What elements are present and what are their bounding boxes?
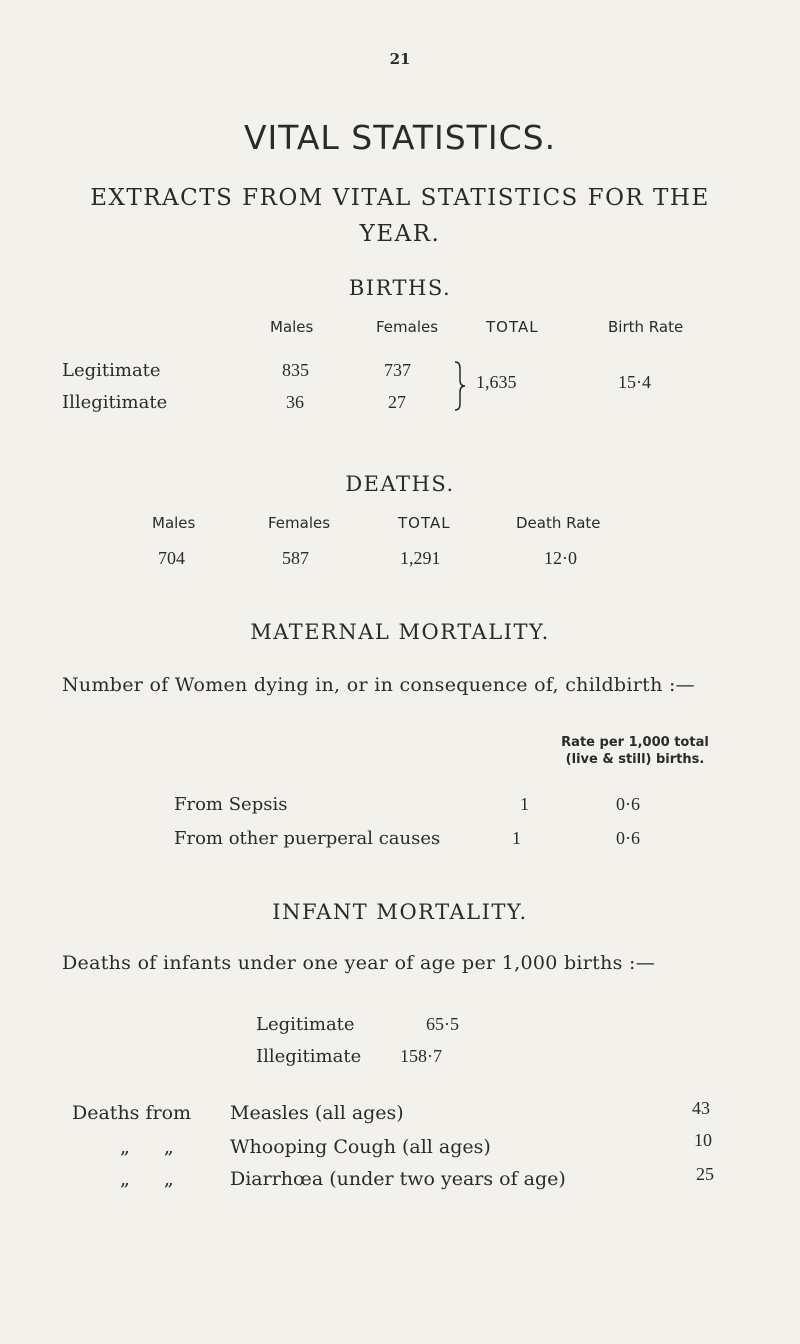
deaths-males: 704 (158, 548, 185, 568)
maternal-row-other-count: 1 (512, 828, 521, 848)
births-row-legitimate-females: 737 (384, 360, 411, 380)
births-header-rate: Birth Rate (608, 318, 684, 336)
deaths-header-males: Males (152, 514, 196, 532)
disease-row-measles-label: Measles (all ages) (230, 1102, 404, 1124)
maternal-row-other-label: From other puerperal causes (174, 828, 441, 849)
disease-row-whooping-count: 10 (694, 1130, 712, 1150)
births-row-illegitimate-label: Illegitimate (62, 392, 168, 413)
page-number: 21 (389, 50, 411, 68)
births-header-males: Males (270, 318, 314, 336)
disease-row-diarrhoea-label: Diarrhœa (under two years of age) (230, 1168, 566, 1190)
deaths-heading: DEATHS. (345, 472, 455, 496)
maternal-row-sepsis-label: From Sepsis (174, 794, 288, 815)
deaths-rate: 12·0 (544, 548, 577, 568)
deaths-females: 587 (282, 548, 309, 568)
births-rate: 15·4 (618, 372, 651, 392)
page-title: VITAL STATISTICS. (243, 118, 557, 157)
maternal-heading: MATERNAL MORTALITY. (250, 620, 550, 644)
deaths-header-females: Females (268, 514, 331, 532)
disease-row-measles-count: 43 (692, 1098, 710, 1118)
maternal-row-sepsis-count: 1 (520, 794, 529, 814)
infant-row-legitimate-value: 65·5 (426, 1014, 459, 1034)
deaths-header-rate: Death Rate (516, 514, 601, 532)
births-row-legitimate-label: Legitimate (62, 360, 161, 381)
maternal-rate-header: Rate per 1,000 total (live & still) births. (561, 735, 709, 767)
disease-row-whooping-label: Whooping Cough (all ages) (230, 1136, 491, 1158)
births-row-legitimate-males: 835 (282, 360, 309, 380)
disease-row-diarrhoea-prefix: „ „ (120, 1168, 174, 1190)
births-row-illegitimate-females: 27 (388, 392, 406, 412)
infant-row-illegitimate-value: 158·7 (400, 1046, 442, 1066)
deaths-total: 1,291 (400, 548, 441, 568)
births-total: 1,635 (476, 372, 517, 392)
maternal-intro: Number of Women dying in, or in consequence of, childbirth :— (62, 674, 695, 696)
infant-row-illegitimate-label: Illegitimate (256, 1046, 362, 1067)
births-brace (452, 360, 468, 412)
disease-row-measles-prefix: Deaths from (72, 1102, 192, 1124)
disease-row-diarrhoea-count: 25 (696, 1164, 714, 1184)
disease-row-whooping-prefix: „ „ (120, 1136, 174, 1158)
infant-intro: Deaths of infants under one year of age per 1,000 births :— (62, 952, 656, 974)
maternal-row-other-rate: 0·6 (616, 828, 640, 848)
births-row-illegitimate-males: 36 (286, 392, 304, 412)
births-header-total: TOTAL (486, 318, 539, 336)
births-heading: BIRTHS. (348, 276, 452, 300)
births-header-females: Females (376, 318, 439, 336)
infant-row-legitimate-label: Legitimate (256, 1014, 355, 1035)
subtitle-text: EXTRACTS FROM VITAL STATISTICS FOR THE YEAR. (90, 185, 710, 247)
subtitle (0, 180, 800, 252)
deaths-header-total: TOTAL (398, 514, 451, 532)
maternal-row-sepsis-rate: 0·6 (616, 794, 640, 814)
infant-heading: INFANT MORTALITY. (272, 900, 528, 924)
